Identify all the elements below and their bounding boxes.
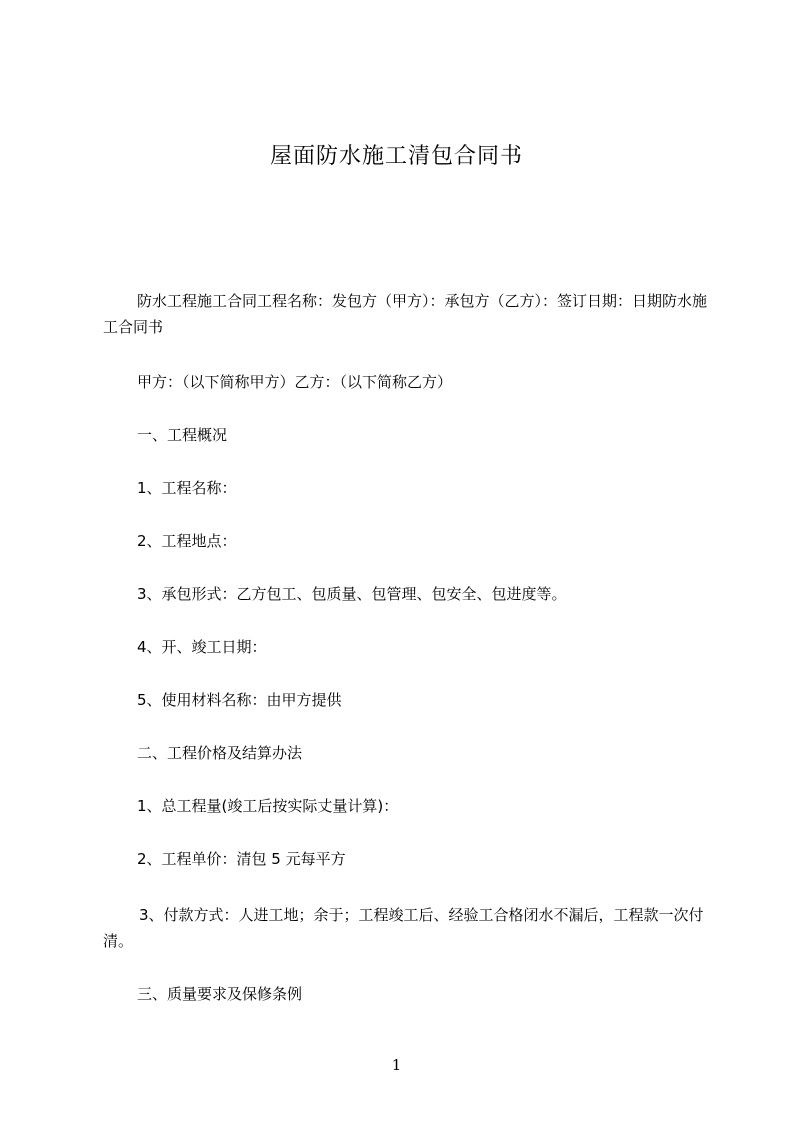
intro-paragraph: 防水工程施工合同工程名称：发包方（甲方）：承包方（乙方）：签订日期：日期防水施工合同书 [103,292,708,336]
section2-item-3: 3、付款方式：人进工地；余于；工程竣工后、经验工合格闭水不漏后，工程款一次付清。 [103,906,704,950]
document-title: 屋面防水施工清包合同书 [269,144,523,169]
section1-item-5: 5、使用材料名称：由甲方提供 [137,691,342,709]
section-heading-2: 二、工程价格及结算办法 [137,744,303,762]
section1-item-3: 3、承包形式：乙方包工、包质量、包管理、包安全、包进度等。 [137,585,567,603]
section1-item-1: 1、工程名称： [137,479,237,497]
section1-item-2: 2、工程地点： [137,532,237,550]
section2-item-1: 1、总工程量(竣工后按实际丈量计算)： [137,797,399,815]
section2-item-2: 2、工程单价：清包 5 元每平方 [137,850,346,868]
section-heading-3: 三、质量要求及保修条例 [137,985,303,1003]
section-heading-1: 一、工程概况 [137,426,228,444]
parties-paragraph: 甲方：（以下简称甲方）乙方：（以下简称乙方） [137,373,453,391]
page-number: 1 [391,1056,402,1074]
section1-item-4: 4、开、竣工日期： [137,638,267,656]
